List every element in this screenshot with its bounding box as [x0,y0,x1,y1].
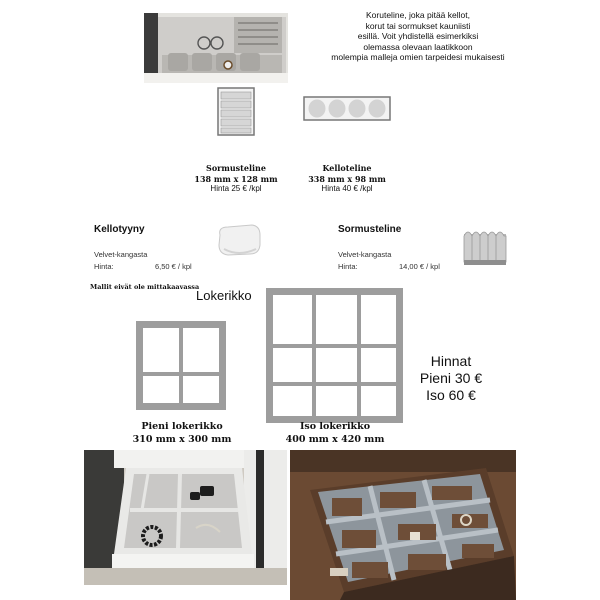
ring-rack-caption [186,163,286,195]
organizer-cell [179,325,222,376]
organizer-cell [357,292,399,348]
watch-rack-caption [297,163,397,195]
ring-holder-price: 14,00 € / kpl [399,262,440,271]
watch-pillow-material: Velvet-kangasta [94,250,148,259]
intro-line: Koruteline, joka pitää kellot, [366,10,470,20]
organizer-cell [140,325,183,376]
small-organizer-name: Pieni lokerikko [141,421,223,432]
scale-note: Mallit eivät ole mittakaavassa [90,283,200,291]
ring-rack-price: Hinta 25 € /kpl [210,184,262,193]
small-organizer-caption [122,420,242,446]
ring-rack-illustration [217,87,255,136]
intro-line: molempia malleja omien tarpeidesi mukaisesti [331,52,505,63]
organizer-cell [357,344,399,386]
intro-line: esillä. Voit yhdistellä esimerkiksi [357,31,479,42]
ring-holder-material: Velvet-kangasta [338,250,392,259]
watch-rack-price: Hinta 40 € /kpl [321,184,373,193]
organizer-cell [270,292,316,348]
ring-holder-price-label: Hinta: [338,262,358,271]
organizer-cell [312,292,361,348]
ring-holder-title: Sormusteline [338,224,402,235]
watch-rack-dimensions: 338 mm x 98 mm [308,173,386,184]
large-organizer-illustration [266,288,403,423]
intro-line: olemassa olevaan laatikkoon [363,41,473,52]
small-organizer-photo [84,450,287,585]
large-organizer-photo [290,450,516,600]
ring-rack-dimensions: 138 mm x 128 mm [194,173,278,184]
organizer-heading: Lokerikko [196,288,252,303]
price-large: Iso 60 € [426,387,476,403]
intro-line: korut tai sormukset kauniisti [365,20,471,31]
jewelry-drawer-photo [144,13,288,83]
organizer-cell [312,382,361,419]
organizer-cell [357,382,399,419]
large-organizer-caption [275,420,395,446]
organizer-cell [312,344,361,386]
large-organizer-name: Iso lokerikko [299,421,371,432]
watch-pillow-title: Kellotyyny [94,224,145,235]
intro-text [318,10,518,63]
watch-pillow-price: 6,50 € / kpl [155,262,192,271]
organizer-cell [270,382,316,419]
prices-title: Hinnat [430,353,472,369]
organizer-cell [140,372,183,406]
small-organizer-illustration [136,321,226,410]
organizer-cell [179,372,222,406]
ring-rack-name: Sormusteline [206,163,266,173]
watch-rack-name: Kelloteline [322,163,372,173]
large-organizer-dimensions: 400 mm x 420 mm [285,434,385,445]
watch-pillow-price-label: Hinta: [94,262,114,271]
watch-rack-illustration [303,96,391,121]
organizer-prices [412,353,490,404]
price-small: Pieni 30 € [419,370,483,386]
organizer-cell [270,344,316,386]
small-organizer-dimensions: 310 mm x 300 mm [132,434,232,445]
watch-pillow-image [214,221,264,259]
ring-holder-image [462,226,508,266]
